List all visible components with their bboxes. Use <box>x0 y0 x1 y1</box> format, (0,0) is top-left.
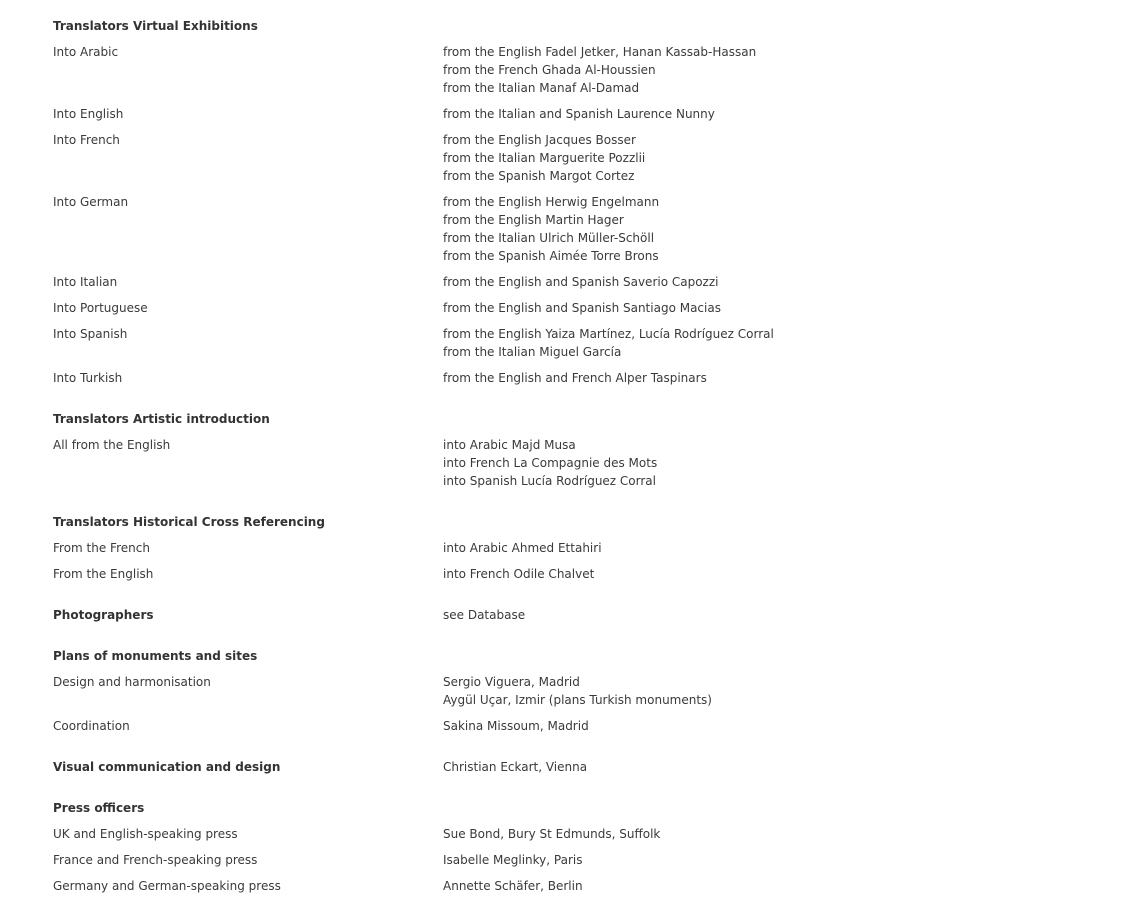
credit-value: from the English and Spanish Saverio Capozzi <box>443 275 719 289</box>
credit-label: Into German <box>53 195 129 209</box>
credit-values <box>443 825 1053 843</box>
credit-value: Sergio Viguera, Madrid <box>443 675 580 689</box>
section-heading: Visual communication and design <box>53 760 281 774</box>
credit-label: UK and English-speaking press <box>53 827 238 841</box>
credit-value: from the Italian and Spanish Laurence Nunny <box>443 107 715 121</box>
section-heading: Press officers <box>53 801 145 815</box>
credit-row-into-portuguese <box>53 299 1053 317</box>
credit-values <box>443 325 1053 361</box>
credit-value: from the Italian Marguerite Pozzlii <box>443 151 646 165</box>
credit-values <box>443 436 1053 490</box>
credit-row-from-the-french <box>53 539 1053 557</box>
credit-value: from the English Martin Hager <box>443 213 624 227</box>
credit-value: Sue Bond, Bury St Edmunds, Suffolk <box>443 827 661 841</box>
credits-list <box>53 17 1053 903</box>
credit-value: from the Italian Ulrich Müller-Schöll <box>443 231 655 245</box>
section-heading: Translators Historical Cross Referencing <box>53 515 325 529</box>
credit-value: from the English Yaiza Martínez, Lucía Rodríguez Corral <box>443 327 774 341</box>
credit-row-coordination <box>53 717 1053 735</box>
credit-values <box>443 273 1053 291</box>
credit-row-into-french <box>53 131 1053 185</box>
credit-row-germany-and-german-speaking-press <box>53 877 1053 895</box>
credit-row-into-english <box>53 105 1053 123</box>
credit-value: from the English and Spanish Santiago Macias <box>443 301 721 315</box>
credit-value: from the English Herwig Engelmann <box>443 195 660 209</box>
credit-values <box>443 105 1053 123</box>
credit-value: from the Italian Manaf Al-Damad <box>443 81 640 95</box>
credit-values <box>443 369 1053 387</box>
section-photographers <box>53 606 1053 624</box>
credit-values <box>443 717 1053 735</box>
credit-label: Coordination <box>53 719 130 733</box>
credit-values <box>443 565 1053 583</box>
section-heading: Translators Artistic introduction <box>53 412 270 426</box>
credit-values <box>443 193 1053 265</box>
credit-label: From the English <box>53 567 154 581</box>
credit-values <box>443 299 1053 317</box>
credit-label: Into Spanish <box>53 327 128 341</box>
credit-label: Into Portuguese <box>53 301 148 315</box>
credit-values <box>443 877 1053 895</box>
credit-value: Sakina Missoum, Madrid <box>443 719 589 733</box>
credit-row-into-italian <box>53 273 1053 291</box>
credit-row-all-from-the-english <box>53 436 1053 490</box>
credit-value: into French Odile Chalvet <box>443 567 595 581</box>
credit-label: From the French <box>53 541 150 555</box>
credit-values <box>443 673 1053 709</box>
credit-value: from the English Jacques Bosser <box>443 133 636 147</box>
credit-values <box>443 131 1053 185</box>
credit-row-into-spanish <box>53 325 1053 361</box>
section-heading: Photographers <box>53 608 154 622</box>
credit-row-into-turkish <box>53 369 1053 387</box>
credit-label: Design and harmonisation <box>53 675 211 689</box>
credit-label: All from the English <box>53 438 171 452</box>
credit-row-design-and-harmonisation <box>53 673 1053 709</box>
credit-label: France and French-speaking press <box>53 853 258 867</box>
section-heading: Plans of monuments and sites <box>53 649 258 663</box>
credit-values <box>443 43 1053 97</box>
section-heading: Translators Virtual Exhibitions <box>53 19 258 33</box>
credit-value: into French La Compagnie des Mots <box>443 456 658 470</box>
credit-row-france-and-french-speaking-press <box>53 851 1053 869</box>
credit-row-uk-and-english-speaking-press <box>53 825 1053 843</box>
credit-label: Into Arabic <box>53 45 119 59</box>
credit-label: Into French <box>53 133 120 147</box>
credit-label: Germany and German-speaking press <box>53 879 281 893</box>
credit-label: Into Italian <box>53 275 118 289</box>
credit-value: from the Spanish Margot Cortez <box>443 169 635 183</box>
credit-value: from the English Fadel Jetker, Hanan Kassab-Hassan <box>443 45 757 59</box>
credit-value: into Arabic Majd Musa <box>443 438 576 452</box>
credit-value: from the French Ghada Al-Houssien <box>443 63 656 77</box>
credit-row-from-the-english <box>53 565 1053 583</box>
credit-label: Into English <box>53 107 124 121</box>
section-visual-communication-and-design <box>53 758 1053 776</box>
credit-values <box>443 851 1053 869</box>
credit-value: into Spanish Lucía Rodríguez Corral <box>443 474 656 488</box>
credit-value: from the Spanish Aimée Torre Brons <box>443 249 659 263</box>
section-heading-value: Christian Eckart, Vienna <box>443 760 588 774</box>
credit-value: Isabelle Meglinky, Paris <box>443 853 583 867</box>
credit-value: Aygül Uçar, Izmir (plans Turkish monuments) <box>443 693 712 707</box>
credit-value: into Arabic Ahmed Ettahiri <box>443 541 602 555</box>
credit-row-into-arabic <box>53 43 1053 97</box>
credit-value: from the English and French Alper Taspinars <box>443 371 707 385</box>
credit-label: Into Turkish <box>53 371 123 385</box>
credit-value: from the Italian Miguel García <box>443 345 622 359</box>
credit-value: Annette Schäfer, Berlin <box>443 879 583 893</box>
credit-values <box>443 539 1053 557</box>
credit-row-into-german <box>53 193 1053 265</box>
section-heading-value: see Database <box>443 608 526 622</box>
